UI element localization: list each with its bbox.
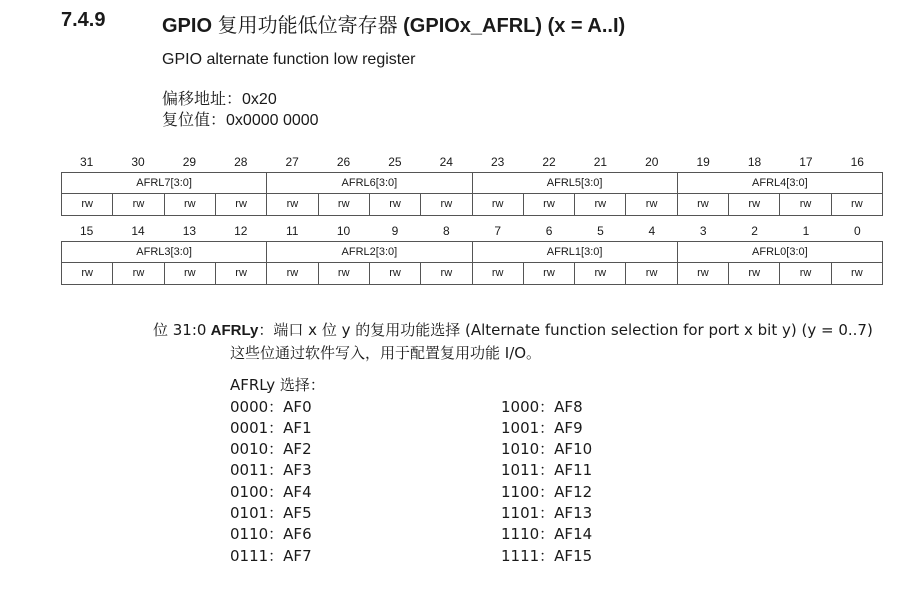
- option-af7: 0111：AF7: [230, 547, 312, 565]
- field-afrl7: AFRL7[3:0]: [136, 177, 192, 189]
- access-cell: rw: [369, 194, 420, 215]
- section-title-prefix: GPIO: [162, 15, 218, 37]
- option-af4: 0100：AF4: [230, 483, 312, 501]
- access-cell: rw: [81, 267, 93, 279]
- access-cell: rw: [574, 263, 625, 284]
- reset-value-text: 0x0000 0000: [226, 112, 319, 129]
- access-cell: rw: [420, 194, 471, 215]
- access-cell: rw: [728, 194, 779, 215]
- access-row-upper: [61, 193, 883, 216]
- bit-number: 25: [388, 155, 402, 169]
- access-cell: rw: [164, 263, 215, 284]
- section-number: 7.4.9: [61, 9, 106, 31]
- bit-number: 27: [285, 155, 299, 169]
- access-cell: rw: [677, 263, 728, 284]
- access-cell: rw: [677, 194, 728, 215]
- access-cell: rw: [625, 194, 676, 215]
- access-row-lower: [61, 262, 883, 285]
- access-cell: rw: [779, 263, 830, 284]
- field-afrl4: AFRL4[3:0]: [677, 173, 882, 193]
- field-description: ：端口 x 位 y 的复用功能选择 (Alternate function selection for port x bit y) (y = 0..7): [258, 321, 873, 339]
- field-afrl0: AFRL0[3:0]: [677, 242, 882, 262]
- offset-value: 0x20: [242, 91, 277, 108]
- access-cell: rw: [112, 194, 163, 215]
- option-af11: 1011：AF11: [501, 461, 593, 479]
- bit-number: 18: [747, 155, 762, 169]
- access-cell: rw: [81, 198, 93, 210]
- option-af14: 1110：AF14: [501, 525, 593, 543]
- bit-number: 3: [699, 224, 707, 238]
- bit-number: 23: [491, 155, 505, 169]
- bit-number: 14: [131, 224, 145, 238]
- option-af13: 1101：AF13: [501, 504, 593, 522]
- bit-number: 29: [182, 155, 197, 169]
- bit-number: 2: [751, 224, 758, 238]
- section-title-cjk: 复用功能低位寄存器: [217, 13, 398, 37]
- bit-number: 12: [234, 224, 248, 238]
- bit-number: 0: [853, 224, 861, 238]
- bit-number: 9: [391, 224, 399, 238]
- access-cell: rw: [215, 263, 266, 284]
- access-cell: rw: [831, 194, 882, 215]
- field-afrl5: AFRL5[3:0]: [472, 173, 677, 193]
- bit-number: 26: [336, 155, 351, 169]
- bit-number: 22: [542, 155, 556, 169]
- field-usage-note: 这些位通过软件写入，用于配置复用功能 I/O。: [230, 344, 542, 362]
- access-cell: rw: [369, 263, 420, 284]
- bit-number: 16: [850, 155, 864, 169]
- option-af12: 1100：AF12: [501, 483, 593, 501]
- option-af2: 0010：AF2: [230, 440, 312, 458]
- option-af5: 0101：AF5: [230, 504, 312, 522]
- option-af6: 0110：AF6: [230, 525, 312, 543]
- bit-number: 30: [131, 155, 145, 169]
- field-afrl2: AFRL2[3:0]: [266, 242, 471, 262]
- bit-number: 24: [439, 155, 453, 169]
- bit-number: 8: [442, 224, 450, 238]
- option-af1: 0001：AF1: [230, 419, 312, 437]
- access-cell: rw: [420, 263, 471, 284]
- access-cell: rw: [318, 194, 369, 215]
- register-subtitle: GPIO alternate function low register: [162, 51, 416, 68]
- bit-number: 31: [80, 155, 94, 169]
- offset-label: 偏移地址：: [162, 89, 243, 108]
- access-cell: rw: [472, 194, 523, 215]
- bit-number: 19: [696, 155, 710, 169]
- bit-number: 1: [802, 224, 810, 238]
- bit-number: 15: [80, 224, 94, 238]
- access-cell: rw: [472, 263, 523, 284]
- access-cell: rw: [266, 194, 317, 215]
- offset-address: [162, 86, 277, 109]
- option-af0: 0000：AF0: [230, 398, 312, 416]
- option-af3: 0011：AF3: [230, 461, 312, 479]
- access-cell: rw: [523, 263, 574, 284]
- access-cell: rw: [779, 194, 830, 215]
- field-row-upper: [61, 172, 883, 193]
- bits-range-label: 位 31:0: [153, 321, 207, 339]
- section-title: [162, 9, 625, 38]
- access-cell: rw: [266, 263, 317, 284]
- field-afrl6: AFRL6[3:0]: [266, 173, 471, 193]
- option-af8: 1000：AF8: [501, 398, 583, 416]
- access-cell: rw: [831, 263, 882, 284]
- bit-numbers-lower: [61, 221, 883, 241]
- access-cell: rw: [112, 263, 163, 284]
- option-af15: 1111：AF15: [501, 547, 593, 565]
- access-cell: rw: [164, 194, 215, 215]
- field-afrl3: AFRL3[3:0]: [136, 246, 192, 258]
- option-af9: 1001：AF9: [501, 419, 583, 437]
- bit-number: 20: [645, 155, 659, 169]
- access-cell: rw: [625, 263, 676, 284]
- field-row-lower: [61, 241, 883, 262]
- bit-number: 7: [494, 224, 502, 238]
- access-cell: rw: [318, 263, 369, 284]
- register-lower-half: [61, 221, 883, 285]
- register-upper-half: [61, 152, 883, 216]
- bit-number: 10: [336, 224, 351, 238]
- bit-number: 28: [234, 155, 248, 169]
- bit-number: 13: [182, 224, 197, 238]
- access-cell: rw: [728, 263, 779, 284]
- bit-number: 11: [285, 224, 299, 238]
- reset-value: [162, 107, 319, 130]
- bit-number: 6: [545, 224, 553, 238]
- field-afrl1: AFRL1[3:0]: [472, 242, 677, 262]
- bit-number: 4: [648, 224, 656, 238]
- reset-label: 复位值：: [162, 110, 227, 129]
- access-cell: rw: [574, 194, 625, 215]
- bit-number: 21: [593, 155, 608, 169]
- bitfield-description: [153, 319, 873, 340]
- bit-number: 5: [597, 224, 604, 238]
- option-af10: 1010：AF10: [501, 440, 593, 458]
- bit-numbers-upper: [61, 152, 883, 172]
- access-cell: rw: [523, 194, 574, 215]
- section-title-suffix: (GPIOx_AFRL) (x = A..I): [397, 15, 626, 37]
- access-cell: rw: [215, 194, 266, 215]
- field-name: AFRLy: [210, 322, 259, 339]
- selection-header: AFRLy 选择：: [230, 376, 325, 394]
- bit-number: 17: [799, 155, 813, 169]
